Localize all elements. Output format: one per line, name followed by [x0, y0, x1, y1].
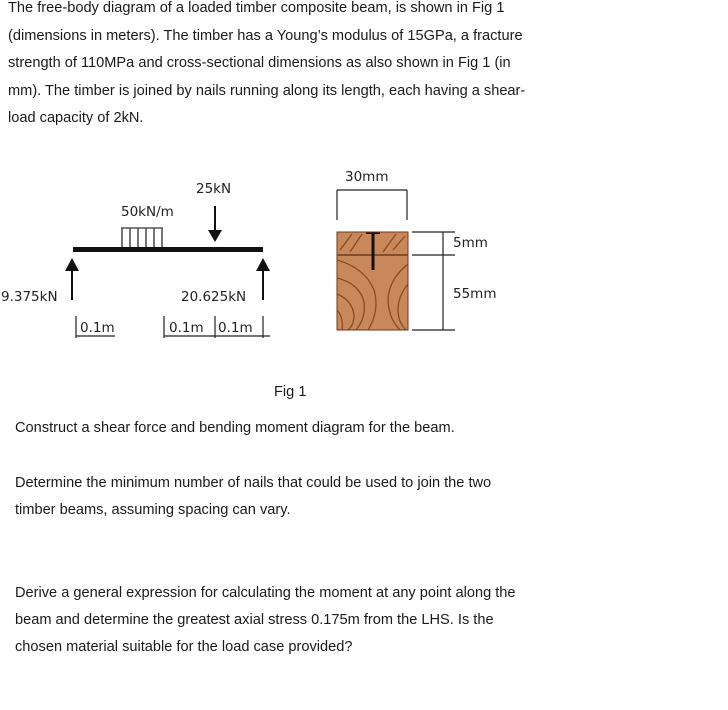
intro-line: The free-body diagram of a loaded timber composite beam, is shown in Fig 1	[8, 0, 505, 16]
beam	[73, 247, 263, 252]
free-body-diagram	[1, 181, 270, 338]
question-2	[15, 470, 575, 524]
span-label: 0.1m	[80, 320, 115, 336]
problem-statement	[8, 0, 588, 133]
figure-caption: Fig 1	[274, 384, 307, 400]
right-reaction-arrow-icon	[256, 258, 270, 300]
left-reaction-arrow-icon	[65, 258, 79, 300]
width-label: 30mm	[345, 169, 389, 185]
intro-line: (dimensions in meters). The timber has a Young’s modulus of 15GPa, a fracture	[8, 27, 523, 44]
cross-section-diagram	[337, 169, 496, 330]
fig-1-diagram	[0, 160, 728, 390]
udl-label: 50kN/m	[121, 204, 174, 220]
question-line: timber beams, assuming spacing can vary.	[15, 502, 291, 518]
point-load-arrow-icon	[208, 206, 222, 242]
depth-dimension-lines	[412, 232, 455, 330]
left-reaction-label: 9.375kN	[1, 289, 58, 305]
width-dimension-line	[337, 190, 407, 220]
question-line: Derive a general expression for calculating the moment at any point along the	[15, 585, 516, 601]
bottom-depth-label: 55mm	[453, 286, 497, 302]
top-depth-label: 5mm	[453, 235, 488, 251]
right-reaction-label: 20.625kN	[181, 289, 247, 305]
span-label: 0.1m	[218, 320, 253, 336]
intro-line: strength of 110MPa and cross-sectional dimensions as also shown in Fig 1 (in	[8, 55, 511, 72]
point-load-label: 25kN	[196, 181, 232, 197]
question-line: Determine the minimum number of nails that could be used to join the two	[15, 475, 492, 491]
udl-load-icon	[121, 228, 163, 247]
span-label: 0.1m	[169, 320, 204, 336]
question-line: chosen material suitable for the load case provided?	[15, 639, 353, 655]
intro-line: load capacity of 2kN.	[8, 110, 144, 127]
question-line: beam and determine the greatest axial stress 0.175m from the LHS. Is the	[15, 612, 494, 628]
question-1	[15, 415, 575, 442]
timber-section	[337, 230, 408, 330]
question-line: Construct a shear force and bending moment diagram for the beam.	[15, 420, 455, 436]
question-3	[15, 580, 575, 661]
intro-line: mm). The timber is joined by nails running along its length, each having a shear-	[8, 82, 526, 99]
